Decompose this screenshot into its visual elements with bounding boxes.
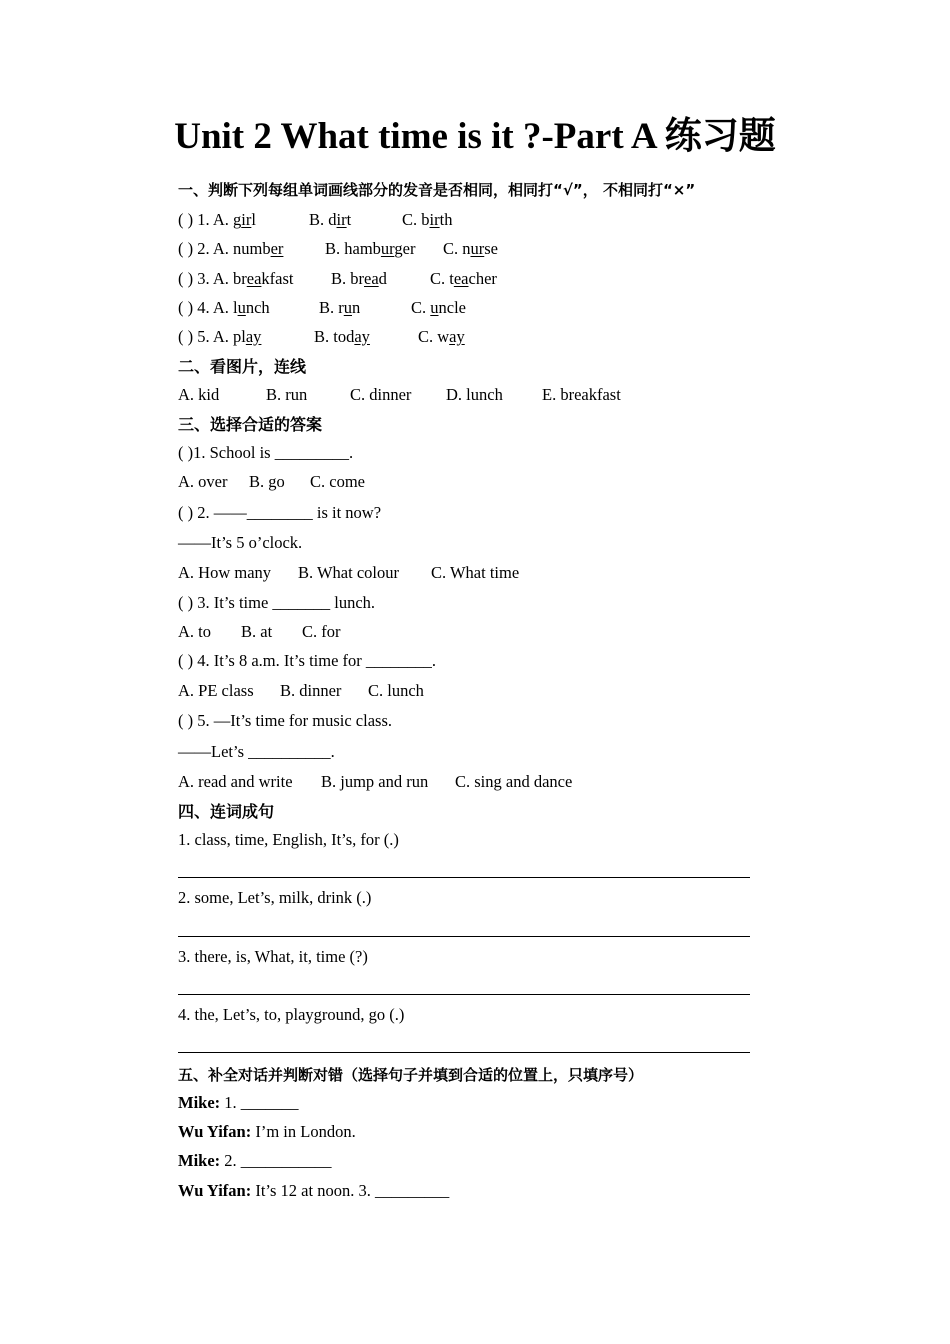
underlined-letters: u (430, 298, 439, 317)
dialogue-text: I’m in London. (251, 1122, 356, 1141)
option: A. to (178, 622, 211, 641)
underlined-letters: ea (246, 269, 262, 288)
underlined-letters: ir (241, 210, 252, 229)
speaker-name: Mike: (178, 1093, 221, 1112)
option: C. for (302, 622, 341, 641)
underlined-letters: ay (449, 327, 465, 346)
word-option-a: ( ) 4. A. lunch (178, 298, 270, 317)
option: B. at (241, 622, 273, 641)
option: B. run (266, 385, 308, 404)
option: C. sing and dance (455, 772, 573, 791)
underlined-letters: ur (380, 239, 395, 258)
option: C. lunch (368, 681, 424, 700)
scramble-item: 4. the, Let’s, to, playground, go (.) (178, 1005, 405, 1024)
question-2-reply: ——It’s 5 o’clock. (178, 533, 303, 552)
word-option-c: C. teacher (430, 269, 497, 288)
question-4: ( ) 4. It’s 8 a.m. It’s time for ________. (178, 651, 437, 670)
question-5: ( ) 5. —It’s time for music class. (178, 711, 393, 730)
underlined-letters: ay (245, 327, 262, 346)
dialogue-line (178, 1150, 332, 1172)
dialogue-text: 1. _______ (220, 1093, 299, 1112)
option: B. dinner (280, 681, 342, 700)
answer-line[interactable] (178, 1052, 750, 1053)
dialogue-text: It’s 12 at noon. 3. _________ (251, 1181, 450, 1200)
speaker-name: Mike: (178, 1151, 221, 1170)
underlined-letters: ir (336, 210, 347, 229)
word-option-b: B. dirt (309, 210, 352, 229)
question-2: ( ) 2. ——________ is it now? (178, 503, 382, 522)
option: B. go (249, 472, 285, 491)
word-option-a: ( ) 2. A. number (178, 239, 284, 258)
word-option-b: B. bread (331, 269, 387, 288)
section-4-heading: 四、连词成句 (178, 802, 275, 821)
word-option-a: ( ) 1. A. girl (178, 210, 256, 229)
question-3: ( ) 3. It’s time _______ lunch. (178, 593, 376, 612)
word-option-c: C. nurse (443, 239, 499, 258)
word-option-a: ( ) 5. A. play (178, 327, 262, 346)
scramble-item: 1. class, time, English, It’s, for (.) (178, 830, 399, 849)
option: B. What colour (298, 563, 399, 582)
word-option-b: B. hamburger (325, 239, 416, 258)
underlined-letters: u (343, 298, 352, 317)
option: C. What time (431, 563, 520, 582)
dialogue-line (178, 1180, 449, 1202)
section-1-heading: 一、判断下列每组单词画线部分的发音是否相同，相同打“√”， 不相同打“×” (178, 181, 696, 199)
underlined-letters: ir (429, 210, 440, 229)
underlined-letters: ea (453, 269, 469, 288)
underlined-letters: u (237, 298, 246, 317)
option: A. over (178, 472, 228, 491)
option: E. breakfast (542, 385, 621, 404)
question-1: ( )1. School is _________. (178, 443, 354, 462)
underlined-letters: ea (364, 269, 379, 288)
word-option-c: C. way (418, 327, 465, 346)
option: C. dinner (350, 385, 412, 404)
option: C. come (310, 472, 365, 491)
word-option-c: C. birth (402, 210, 453, 229)
section-5-heading: 五、补全对话并判断对错（选择句子并填到合适的位置上，只填序号） (178, 1066, 644, 1084)
word-option-b: B. today (314, 327, 370, 346)
answer-line[interactable] (178, 994, 750, 995)
dialogue-text: 2. ___________ (220, 1151, 332, 1170)
option: D. lunch (446, 385, 503, 404)
underlined-letters: er (270, 239, 284, 258)
option: A. read and write (178, 772, 293, 791)
option: B. jump and run (321, 772, 429, 791)
dialogue-line (178, 1092, 299, 1114)
option: A. How many (178, 563, 272, 582)
dialogue-line (178, 1121, 356, 1143)
page-title: Unit 2 What time is it ?-Part A 练习题 (174, 116, 776, 157)
speaker-name: Wu Yifan: (178, 1122, 252, 1141)
speaker-name: Wu Yifan: (178, 1181, 252, 1200)
scramble-item: 3. there, is, What, it, time (?) (178, 947, 368, 966)
option: A. PE class (178, 681, 254, 700)
word-option-a: ( ) 3. A. breakfast (178, 269, 294, 288)
section-3-heading: 三、选择合适的答案 (178, 415, 323, 434)
underlined-letters: ay (354, 327, 370, 346)
underlined-letters: ur (470, 239, 485, 258)
word-option-c: C. uncle (411, 298, 466, 317)
question-5-reply: ——Let’s __________. (178, 742, 335, 761)
answer-line[interactable] (178, 877, 750, 878)
section-2-heading: 二、看图片，连线 (178, 357, 307, 376)
answer-line[interactable] (178, 936, 750, 937)
option: A. kid (178, 385, 220, 404)
scramble-item: 2. some, Let’s, milk, drink (.) (178, 888, 372, 907)
word-option-b: B. run (319, 298, 361, 317)
